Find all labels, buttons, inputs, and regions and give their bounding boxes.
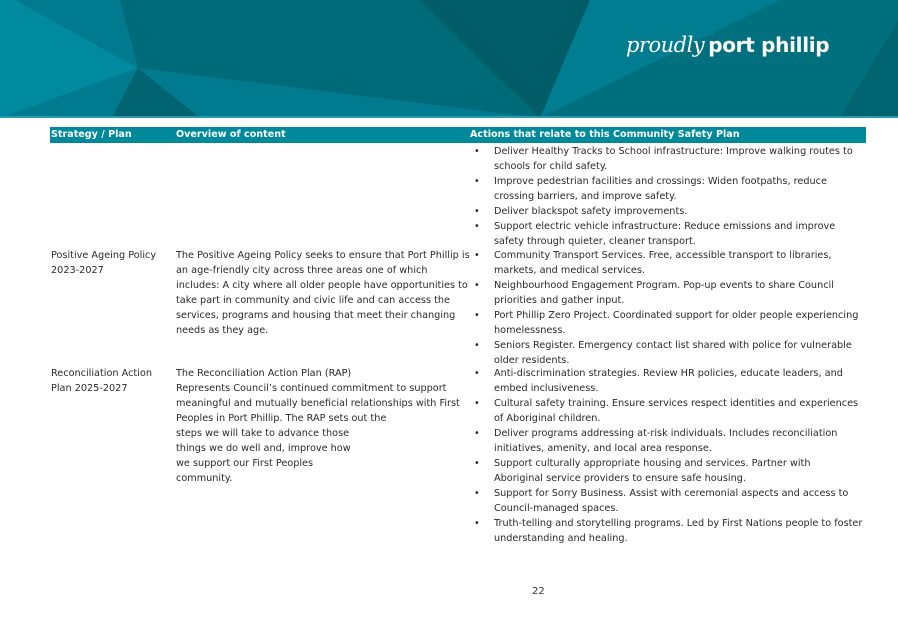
- action-text-line: Anti-discrimination strategies. Review HR policies, educate leaders, and: [494, 368, 843, 379]
- logo-script-text: proudly: [626, 33, 705, 57]
- action-text-line: Support electric vehicle infrastructure: Reduce emissions and improve: [494, 221, 836, 232]
- bullet-icon: •: [474, 310, 480, 321]
- action-text-line: markets, and medical services.: [494, 265, 645, 276]
- bullet-icon: •: [474, 458, 480, 469]
- strategy-line: Reconciliation Action: [51, 368, 152, 379]
- action-text-line: Aboriginal service providers to ensure safe housing.: [494, 473, 746, 484]
- action-item: [472, 204, 872, 219]
- action-text-line: Support for Sorry Business. Assist with ceremonial aspects and access to: [494, 488, 849, 499]
- action-item: [472, 426, 872, 456]
- action-text-line: homelessness.: [494, 325, 566, 336]
- action-item: [472, 248, 872, 278]
- overview-line: things we do well and, improve how: [176, 443, 351, 454]
- overview-line: services, programs and housing that meet their changing: [176, 310, 456, 321]
- action-item: [472, 219, 872, 249]
- action-text-line: Support culturally appropriate housing and services. Partner with: [494, 458, 811, 469]
- strategy-line: 2023-2027: [51, 265, 104, 276]
- overview-line: take part in community and civic life and can access the: [176, 295, 450, 306]
- bullet-icon: •: [474, 340, 480, 351]
- action-item: [472, 396, 872, 426]
- bullet-icon: •: [474, 146, 480, 157]
- overview-line: The Reconciliation Action Plan (RAP): [176, 368, 352, 379]
- header-strategy-plan: Strategy / Plan: [51, 129, 132, 140]
- bullet-icon: •: [474, 518, 480, 529]
- action-item: [472, 338, 872, 368]
- overview-line: we support our First Peoples: [176, 458, 314, 469]
- actions-list: [472, 144, 872, 249]
- overview-line: steps we will take to advance those: [176, 428, 350, 439]
- bullet-icon: •: [474, 176, 480, 187]
- action-item: [472, 278, 872, 308]
- action-text-line: Improve pedestrian facilities and crossings: Widen footpaths, reduce: [494, 176, 827, 187]
- strategy-cell: [51, 366, 152, 396]
- bullet-icon: •: [474, 206, 480, 217]
- action-item: [472, 366, 872, 396]
- overview-line: needs as they age.: [176, 325, 269, 336]
- action-text-line: crossing barriers, and improve safety.: [494, 191, 677, 202]
- action-text-line: Council-managed spaces.: [494, 503, 619, 514]
- overview-line: includes: A city where all older people have opportunities to: [176, 280, 468, 291]
- bullet-icon: •: [474, 250, 480, 261]
- actions-list: [472, 248, 872, 368]
- action-text-line: initiatives, amenity, and local area response.: [494, 443, 712, 454]
- action-text-line: Deliver Healthy Tracks to School infrastructure: Improve walking routes to: [494, 146, 853, 157]
- action-text-line: priorities and gather input.: [494, 295, 625, 306]
- action-text-line: of Aboriginal children.: [494, 413, 601, 424]
- action-text-line: Deliver programs addressing at-risk individuals. Includes reconciliation: [494, 428, 838, 439]
- action-item: [472, 174, 872, 204]
- action-text-line: embed inclusiveness.: [494, 383, 599, 394]
- action-item: [472, 308, 872, 338]
- overview-line: The Positive Ageing Policy seeks to ensure that Port Phillip is: [176, 250, 470, 261]
- bullet-icon: •: [474, 280, 480, 291]
- overview-cell: [176, 366, 460, 486]
- action-text-line: Seniors Register. Emergency contact list shared with police for vulnerable: [494, 340, 852, 351]
- action-item: [472, 486, 872, 516]
- actions-list: [472, 366, 872, 546]
- action-text-line: older residents.: [494, 355, 570, 366]
- header-overview: Overview of content: [176, 129, 286, 140]
- bullet-icon: •: [474, 488, 480, 499]
- action-item: [472, 456, 872, 486]
- action-text-line: Deliver blackspot safety improvements.: [494, 206, 688, 217]
- action-text-line: Cultural safety training. Ensure services respect identities and experiences: [494, 398, 859, 409]
- overview-cell: [176, 248, 470, 338]
- bullet-icon: •: [474, 368, 480, 379]
- action-item: [472, 516, 872, 546]
- overview-line: Represents Council’s continued commitment to support: [176, 383, 447, 394]
- bullet-icon: •: [474, 398, 480, 409]
- overview-line: an age-friendly city across three areas one of which: [176, 265, 428, 276]
- logo-bold-text: port phillip: [708, 33, 830, 57]
- header-banner: [0, 0, 898, 118]
- action-text-line: Community Transport Services. Free, accessible transport to libraries,: [494, 250, 832, 261]
- overview-line: Peoples in Port Phillip. The RAP sets out the: [176, 413, 387, 424]
- strategy-cell: [51, 248, 156, 278]
- overview-line: meaningful and mutually beneficial relationships with First: [176, 398, 460, 409]
- bullet-icon: •: [474, 221, 480, 232]
- action-text-line: schools for child safety.: [494, 161, 608, 172]
- proudly-port-phillip-logo: [626, 33, 829, 57]
- banner-geometric-background: [0, 0, 898, 118]
- action-item: [472, 144, 872, 174]
- header-actions: Actions that relate to this Community Safety Plan: [470, 129, 740, 140]
- action-text-line: safety through quieter, cleaner transport.: [494, 236, 696, 247]
- bullet-icon: •: [474, 428, 480, 439]
- strategy-line: Plan 2025-2027: [51, 383, 128, 394]
- action-text-line: Truth-telling and storytelling programs. Led by First Nations people to foster: [494, 518, 863, 529]
- page-number: 22: [532, 586, 545, 597]
- action-text-line: Neighbourhood Engagement Program. Pop-up events to share Council: [494, 280, 834, 291]
- strategy-line: Positive Ageing Policy: [51, 250, 157, 261]
- overview-line: community.: [176, 473, 233, 484]
- action-text-line: Port Phillip Zero Project. Coordinated support for older people experiencing: [494, 310, 859, 321]
- banner-underline: [0, 116, 898, 118]
- table-header: [50, 127, 866, 143]
- action-text-line: understanding and healing.: [494, 533, 628, 544]
